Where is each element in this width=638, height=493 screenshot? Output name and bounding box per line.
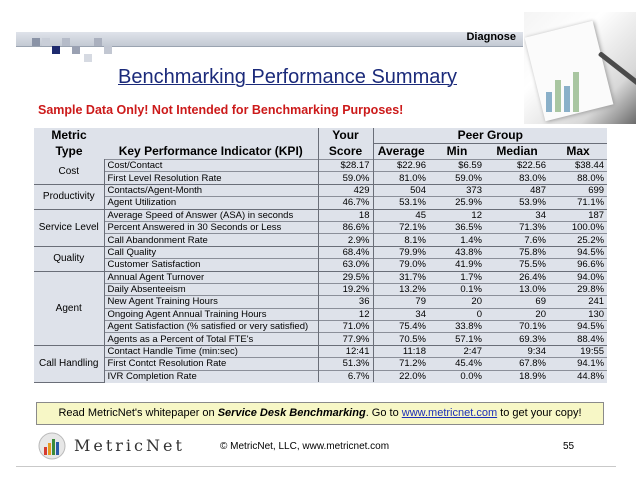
header-metric-type-1: Metric [51,128,87,143]
average-cell: 75.4% [373,321,429,333]
metric-type-cell: Service Level [34,209,104,246]
table-row [34,271,607,283]
max-cell: 241 [549,296,607,308]
min-cell: 1.4% [429,234,485,246]
header-metric-type-2: Type [55,144,83,158]
average-cell: $22.96 [373,160,429,172]
kpi-name-cell: Agent Satisfaction (% satisfied or very satisfied) [104,321,318,333]
score-cell: 36 [318,296,373,308]
table-row [34,296,607,308]
min-cell: 2:47 [429,345,485,357]
metricnet-logo-icon [37,432,67,460]
median-cell: 20 [485,308,549,320]
table-row [34,209,607,221]
table-row [34,221,607,233]
median-cell: 71.3% [485,221,549,233]
median-cell: 487 [485,184,549,196]
header-median: Median [496,144,538,158]
table-row [34,172,607,184]
median-cell: 34 [485,209,549,221]
kpi-name-cell: Cost/Contact [104,160,318,172]
max-cell: 96.6% [549,259,607,271]
average-cell: 79.0% [373,259,429,271]
score-cell: 29.5% [318,271,373,283]
whitepaper-promo [36,402,604,425]
kpi-name-cell: Contact Handle Time (min:sec) [104,345,318,357]
metric-type-cell: Agent [34,271,104,345]
header-peer-group: Peer Group [373,128,607,144]
min-cell: 43.8% [429,246,485,258]
min-cell: 57.1% [429,333,485,345]
score-cell: 18 [318,209,373,221]
min-cell: 59.0% [429,172,485,184]
average-cell: 79.9% [373,246,429,258]
table-row [34,160,607,172]
median-cell: 53.9% [485,197,549,209]
max-cell: 94.1% [549,358,607,370]
median-cell: 75.5% [485,259,549,271]
max-cell: 25.2% [549,234,607,246]
promo-text-end: to get your copy! [497,407,582,419]
average-cell: 11:18 [373,345,429,357]
min-cell: $6.59 [429,160,485,172]
kpi-name-cell: First Contct Resolution Rate [104,358,318,370]
median-cell: 9:34 [485,345,549,357]
average-cell: 13.2% [373,283,429,295]
average-cell: 81.0% [373,172,429,184]
table-row [34,283,607,295]
page-number: 55 [563,441,575,452]
header-min: Min [446,144,468,158]
median-cell: 67.8% [485,358,549,370]
header-kpi: Key Performance Indicator (KPI) [118,143,303,158]
min-cell: 20 [429,296,485,308]
metric-type-cell: Quality [34,246,104,271]
max-cell: 19:55 [549,345,607,357]
copyright: © MetricNet, LLC, www.metricnet.com [220,441,390,452]
score-cell: 12:41 [318,345,373,357]
min-cell: 373 [429,184,485,196]
min-cell: 1.7% [429,271,485,283]
min-cell: 0.1% [429,283,485,295]
score-cell: 429 [318,184,373,196]
median-cell: 18.9% [485,370,549,382]
average-cell: 8.1% [373,234,429,246]
average-cell: 72.1% [373,221,429,233]
max-cell: 699 [549,184,607,196]
max-cell: 29.8% [549,283,607,295]
score-cell: 2.9% [318,234,373,246]
decorative-squares [32,32,122,68]
table-row [34,259,607,271]
min-cell: 0.0% [429,370,485,382]
kpi-name-cell: Annual Agent Turnover [104,271,318,283]
promo-text-middle: . Go to [365,407,402,419]
median-cell: 7.6% [485,234,549,246]
table-row [34,246,607,258]
average-cell: 53.1% [373,197,429,209]
average-cell: 70.5% [373,333,429,345]
table-row [34,333,607,345]
table-row [34,321,607,333]
max-cell: 71.1% [549,197,607,209]
promo-text: Read MetricNet's whitepaper on [58,407,218,419]
median-cell: 26.4% [485,271,549,283]
min-cell: 33.8% [429,321,485,333]
header-score-2: Score [318,144,373,160]
metricnet-link[interactable]: www.metricnet.com [401,407,498,419]
metric-type-cell: Cost [34,160,104,185]
score-cell: $28.17 [318,160,373,172]
max-cell: 88.4% [549,333,607,345]
max-cell: 94.0% [549,271,607,283]
average-cell: 504 [373,184,429,196]
min-cell: 45.4% [429,358,485,370]
average-cell: 79 [373,296,429,308]
min-cell: 0 [429,308,485,320]
median-cell: 70.1% [485,321,549,333]
average-cell: 45 [373,209,429,221]
median-cell: $22.56 [485,160,549,172]
score-cell: 51.3% [318,358,373,370]
average-cell: 31.7% [373,271,429,283]
table-row [34,370,607,382]
kpi-name-cell: Average Speed of Answer (ASA) in seconds [104,209,318,221]
kpi-name-cell: Agents as a Percent of Total FTE's [104,333,318,345]
table-row [34,234,607,246]
median-cell: 69.3% [485,333,549,345]
min-cell: 36.5% [429,221,485,233]
kpi-name-cell: IVR Completion Rate [104,370,318,382]
median-cell: 13.0% [485,283,549,295]
table-row [34,308,607,320]
kpi-name-cell: Agent Utilization [104,197,318,209]
metricnet-logo-text: MetricNet [74,436,185,455]
average-cell: 34 [373,308,429,320]
average-cell: 22.0% [373,370,429,382]
kpi-name-cell: Percent Answered in 30 Seconds or Less [104,221,318,233]
metric-type-cell: Call Handling [34,345,104,382]
kpi-name-cell: New Agent Training Hours [104,296,318,308]
score-cell: 19.2% [318,283,373,295]
max-cell: 100.0% [549,221,607,233]
metric-type-cell: Productivity [34,184,104,209]
page-title: Benchmarking Performance Summary [118,66,458,88]
score-cell: 46.7% [318,197,373,209]
score-cell: 77.9% [318,333,373,345]
max-cell: 44.8% [549,370,607,382]
promo-emphasis: Service Desk Benchmarking [217,407,366,419]
kpi-name-cell: Contacts/Agent-Month [104,184,318,196]
kpi-table-body [34,160,607,383]
header-average: Average [377,144,425,158]
score-cell: 71.0% [318,321,373,333]
score-cell: 68.4% [318,246,373,258]
min-cell: 25.9% [429,197,485,209]
max-cell: 94.5% [549,246,607,258]
max-cell: 94.5% [549,321,607,333]
header-max: Max [566,144,590,158]
table-row [34,197,607,209]
kpi-name-cell: Daily Absenteeism [104,283,318,295]
table-row [34,358,607,370]
max-cell: $38.44 [549,160,607,172]
median-cell: 83.0% [485,172,549,184]
kpi-name-cell: Ongoing Agent Annual Training Hours [104,308,318,320]
max-cell: 88.0% [549,172,607,184]
footer-divider [16,466,616,467]
score-cell: 59.0% [318,172,373,184]
section-label: Diagnose [466,31,516,43]
kpi-table [34,128,607,383]
min-cell: 41.9% [429,259,485,271]
sample-data-disclaimer: Sample Data Only! Not Intended for Benchmarking Purposes! [38,103,404,117]
score-cell: 12 [318,308,373,320]
average-cell: 71.2% [373,358,429,370]
kpi-name-cell: Customer Satisfaction [104,259,318,271]
min-cell: 12 [429,209,485,221]
score-cell: 86.6% [318,221,373,233]
score-cell: 63.0% [318,259,373,271]
header-score-1: Your [318,128,373,144]
kpi-name-cell: Call Quality [104,246,318,258]
kpi-name-cell: Call Abandonment Rate [104,234,318,246]
median-cell: 75.8% [485,246,549,258]
median-cell: 69 [485,296,549,308]
max-cell: 187 [549,209,607,221]
table-row [34,184,607,196]
max-cell: 130 [549,308,607,320]
score-cell: 6.7% [318,370,373,382]
kpi-name-cell: First Level Resolution Rate [104,172,318,184]
report-photo-image [524,12,636,124]
table-row [34,345,607,357]
